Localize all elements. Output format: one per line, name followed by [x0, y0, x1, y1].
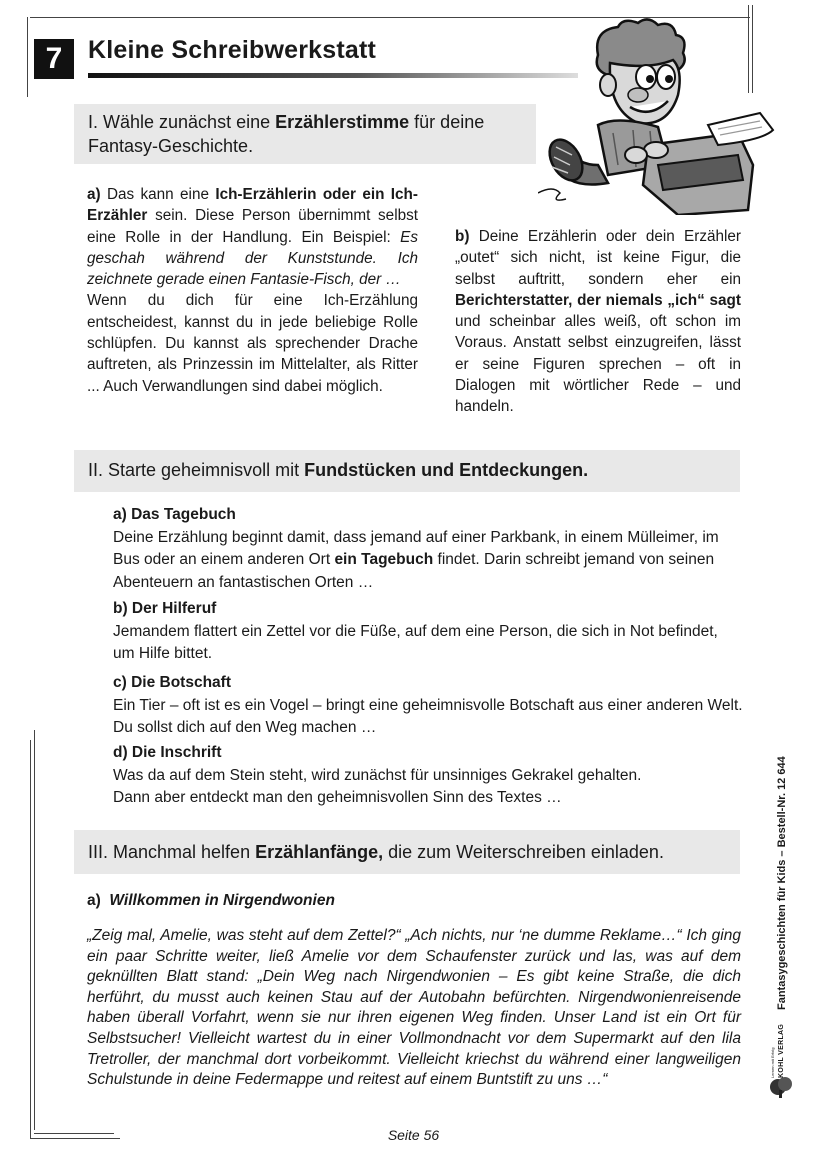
- publisher-name: KOHL VERLAG: [778, 1023, 785, 1078]
- list-item: b) Der Hilferuf Jemandem flattert ein Zettel vor die Füße, auf dem eine Person, die sich in Not befindet, um Hilfe bittet.: [113, 600, 718, 662]
- list-item: d) Die Inschrift Was da auf dem Stein steht, wird zunächst für unsinniges Gekrakel gehalten. Dann aber entdeckt man den geheimnisvollen Sinn des Textes …: [113, 744, 642, 806]
- title-underline: [88, 73, 578, 78]
- list-item: c) Die Botschaft Ein Tier – oft ist es ein Vogel – bringt eine geheimnisvolle Botschaft aus einer anderen Welt. Du sollst dich auf den Weg machen …: [113, 674, 743, 736]
- section-heading-erzaehlerstimme: I. Wähle zunächst eine Erzählerstimme für deine Fantasy-Geschichte.: [74, 104, 536, 164]
- frame-line: [30, 740, 31, 1138]
- list-item: a) Das Tagebuch Deine Erzählung beginnt damit, dass jemand auf einer Parkbank, in einem Mülleimer, im Bus oder an einem anderen Ort ein Tagebuch findet. Darin schreibt jemand von seinen Abenteuern an fantastischen Orten …: [113, 506, 719, 591]
- column-berichterstatter: b) Deine Erzählerin oder dein Erzähler „outet“ sich nicht, ist keine Figur, die selbst auftritt, sondern eher ein Berichterstatter, der niemals „ich“ sagt und scheinbar alles weiß, oft schon im Voraus. Anstatt selbst einzugreifen, lässt er seine Figuren sprechen – oft in Dialogen mit wörtlicher Rede – und handeln.: [455, 228, 741, 416]
- publisher-logo: [766, 1023, 796, 1098]
- boy-typewriter-illustration: [538, 15, 783, 215]
- column-ich-erzaehler: a) Das kann eine Ich-Erzählerin oder ein Ich-Erzähler sein. Diese Person übernimmt selbst eine Rolle in der Handlung. Ein Beispiel: Es geschah während der Kunststunde. Ich zeichnete gerade einen Fantasie-Fisch, der … Wenn du dich für eine Ich-Erzählung entscheidest, kannst du in jede beliebige Rolle schlüpfen. Du kannst als sprechender Drache auftreten, als Prinzessin im Mittelalter, als Ritter ... Auch Verwandlungen sind dabei möglich.: [87, 186, 418, 395]
- side-order-info: Fantasygeschichten für Kids – Bestell-Nr. 12 644: [776, 756, 788, 1010]
- story-text: „Zeig mal, Amelie, was steht auf dem Zettel?“ „Ach nichts, nur ‘ne dumme Reklame…“ Ich ging ein paar Schritte weiter, ließ Amelie vor dem Schaufenster zurück und las, was auf dem geknüllten Blatt stand: „Dein Weg nach Nirgendwonien – Es gibt keine Straße, die dich herführt, du musst auch keinen Stau auf der Autobahn befürchten. Nirgendwonienreisende haben überall Vorfahrt, wenn sie nur ihren eigenen Weg finden. Unser Land ist ein Ort für Selbstsucher! Vielleicht wartest du in einer Vollmondnacht vor dem Supermarkt auf den lila Tretroller, der manchmal dort vorbeikommt. Vielleicht kriechst du während einer langweiligen Schulstunde in deine Federmappe und reitest auf einem Buntstift zu uns …“: [87, 927, 741, 1089]
- publisher-tagline: Lernen mit Erfolg: [770, 1047, 775, 1078]
- frame-line: [34, 730, 35, 1130]
- chapter-number: 7: [34, 39, 74, 79]
- page-title: Kleine Schreibwerkstatt: [88, 36, 377, 64]
- section-heading-erzaehlanfaenge: III. Manchmal helfen Erzählanfänge, die zum Weiterschreiben einladen.: [74, 830, 740, 874]
- frame-line: [27, 17, 28, 97]
- section-heading-fundstuecke: II. Starte geheimnisvoll mit Fundstücken und Entdeckungen.: [74, 450, 740, 492]
- page-number: Seite 56: [387, 1127, 440, 1143]
- story-heading: a) Willkommen in Nirgendwonien: [87, 892, 335, 909]
